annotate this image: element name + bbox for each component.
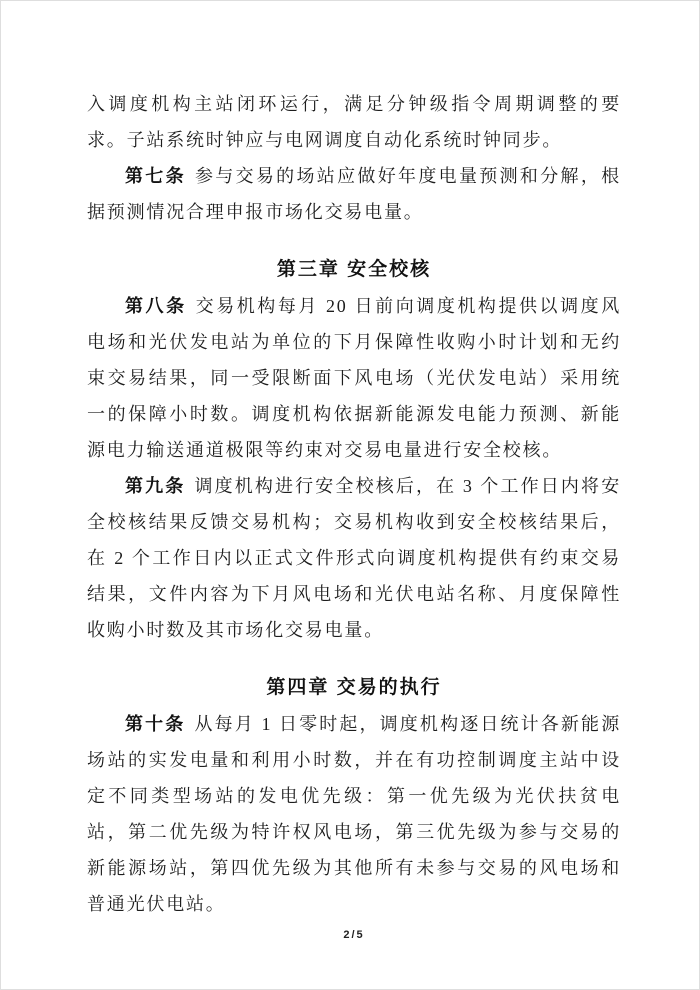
page-number: 2/5 [343, 929, 365, 941]
article-10-text: 从每月 1 日零时起，调度机构逐日统计各新能源场站的实发电量和利用小时数，并在有功控制调度主站中设定不同类型场站的发电优先级：第一优先级为光伏扶贫电站，第二优先级为特许权风电场，第三优先级为参与交易的新能源场站，第四优先级为其他所有未参与交易的风电场和普通光伏电站。 [87, 714, 621, 914]
paragraph-article-9 [87, 468, 621, 648]
article-8-text: 交易机构每月 20 日前向调度机构提供以调度风电场和光伏发电站为单位的下月保障性收购小时计划和无约束交易结果，同一受限断面下风电场（光伏发电站）采用统一的保障小时数。调度机构依据新能源发电能力预测、新能源电力输送通道极限等约束对交易电量进行安全校核。 [87, 296, 621, 460]
article-9-text: 调度机构进行安全校核后，在 3 个工作日内将安全校核结果反馈交易机构；交易机构收到安全校核结果后，在 2 个工作日内以正式文件形式向调度机构提供有约束交易结果，文件内容为下月风电场和光伏电站名称、月度保障性收购小时数及其市场化交易电量。 [87, 476, 621, 640]
article-10-label: 第十条 [125, 714, 186, 734]
paragraph-article-10 [87, 706, 621, 922]
chapter-4-heading: 第四章 交易的执行 [266, 677, 442, 698]
article-7-text: 参与交易的场站应做好年度电量预测和分解，根据预测情况合理申报市场化交易电量。 [87, 166, 621, 222]
article-9-label: 第九条 [125, 476, 186, 496]
paragraph-continuation: 入调度机构主站闭环运行，满足分钟级指令周期调整的要求。子站系统时钟应与电网调度自动化系统时钟同步。 [87, 94, 621, 150]
article-7-label: 第七条 [125, 166, 186, 186]
article-8-label: 第八条 [125, 296, 187, 316]
paragraph-article-8 [87, 288, 621, 468]
paragraph-article-7 [87, 158, 621, 230]
chapter-3-heading: 第三章 安全校核 [276, 259, 432, 280]
